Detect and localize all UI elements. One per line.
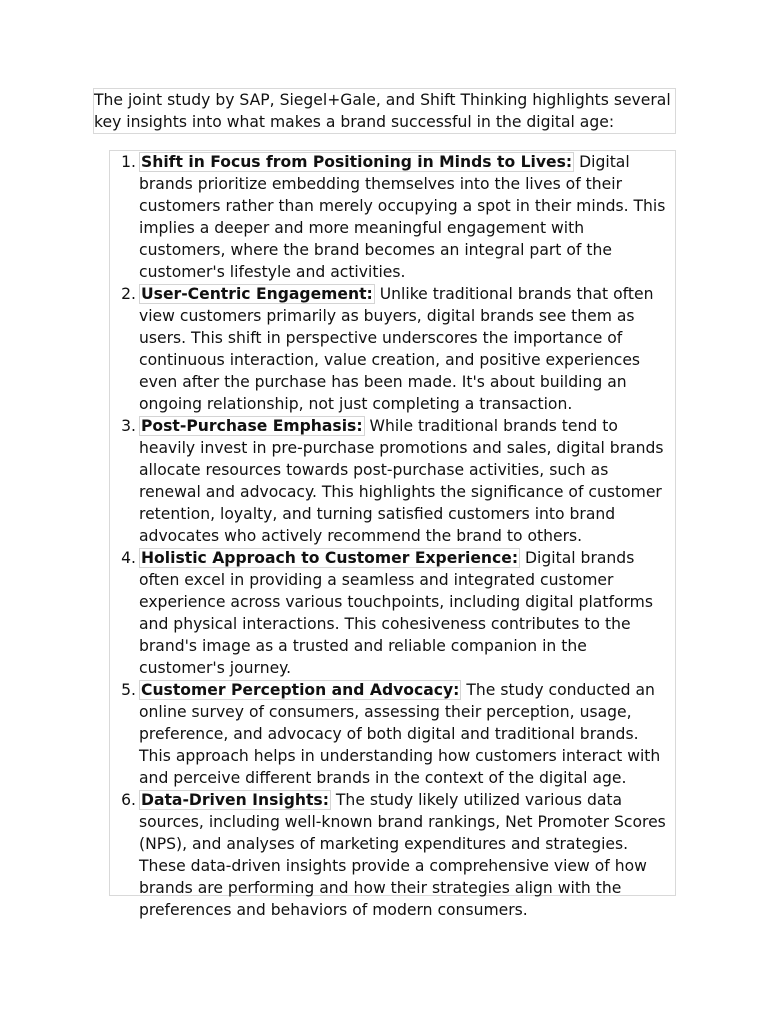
item-body: Digital brands often excel in providing a seamless and integrated customer experience across various touchpoints, including digital platforms and physical interactions. This cohesiveness contributes to the brand's image as a trusted and reliable companion in the customer's journey. — [139, 549, 653, 677]
list-item — [110, 679, 675, 789]
item-number: 2. — [121, 285, 136, 303]
list-item — [110, 151, 675, 283]
item-body: The study likely utilized various data sources, including well-known brand rankings, Net Promoter Scores (NPS), and analyses of marketing expenditures and strategies. These data-driven insights provide a comprehensive view of how brands are performing and how their strategies align with the preferences and behaviors of modern consumers. — [139, 791, 666, 919]
item-number: 6. — [121, 791, 136, 809]
item-heading: Customer Perception and Advocacy: — [141, 681, 460, 699]
item-body: Digital brands prioritize embedding themselves into the lives of their customers rather than merely occupying a spot in their minds. This implies a deeper and more meaningful engagement with customers, where the brand becomes an integral part of the customer's lifestyle and activities. — [139, 153, 666, 281]
item-body: The study conducted an online survey of consumers, assessing their perception, usage, preference, and advocacy of both digital and traditional brands. This approach helps in understanding how customers interact with and perceive different brands in the context of the digital age. — [139, 681, 661, 787]
item-number: 5. — [121, 681, 136, 699]
item-heading: Data-Driven Insights: — [141, 791, 329, 809]
item-number: 3. — [121, 417, 136, 435]
item-heading: Holistic Approach to Customer Experience: — [141, 549, 519, 567]
list-item — [110, 415, 675, 547]
list-item — [110, 789, 675, 921]
item-body: While traditional brands tend to heavily invest in pre-purchase promotions and sales, digital brands allocate resources towards post-purchase activities, such as renewal and advocacy. This highlights the significance of customer retention, loyalty, and turning satisfied customers into brand advocates who actively recommend the brand to others. — [139, 417, 664, 545]
item-heading: Post-Purchase Emphasis: — [141, 417, 363, 435]
item-number: 1. — [121, 153, 136, 171]
item-heading: Shift in Focus from Positioning in Minds to Lives: — [141, 153, 573, 171]
insights-list — [110, 151, 675, 921]
list-item — [110, 283, 675, 415]
item-number: 4. — [121, 549, 136, 567]
intro-paragraph: The joint study by SAP, Siegel+Gale, and Shift Thinking highlights several key insights into what makes a brand successful in the digital age: — [93, 88, 676, 134]
insights-list-box — [109, 150, 676, 919]
item-heading: User-Centric Engagement: — [141, 285, 373, 303]
list-item — [110, 547, 675, 679]
item-body: Unlike traditional brands that often view customers primarily as buyers, digital brands see them as users. This shift in perspective underscores the importance of continuous interaction, value creation, and positive experiences even after the purchase has been made. It's about building an ongoing relationship, not just completing a transaction. — [139, 285, 654, 413]
